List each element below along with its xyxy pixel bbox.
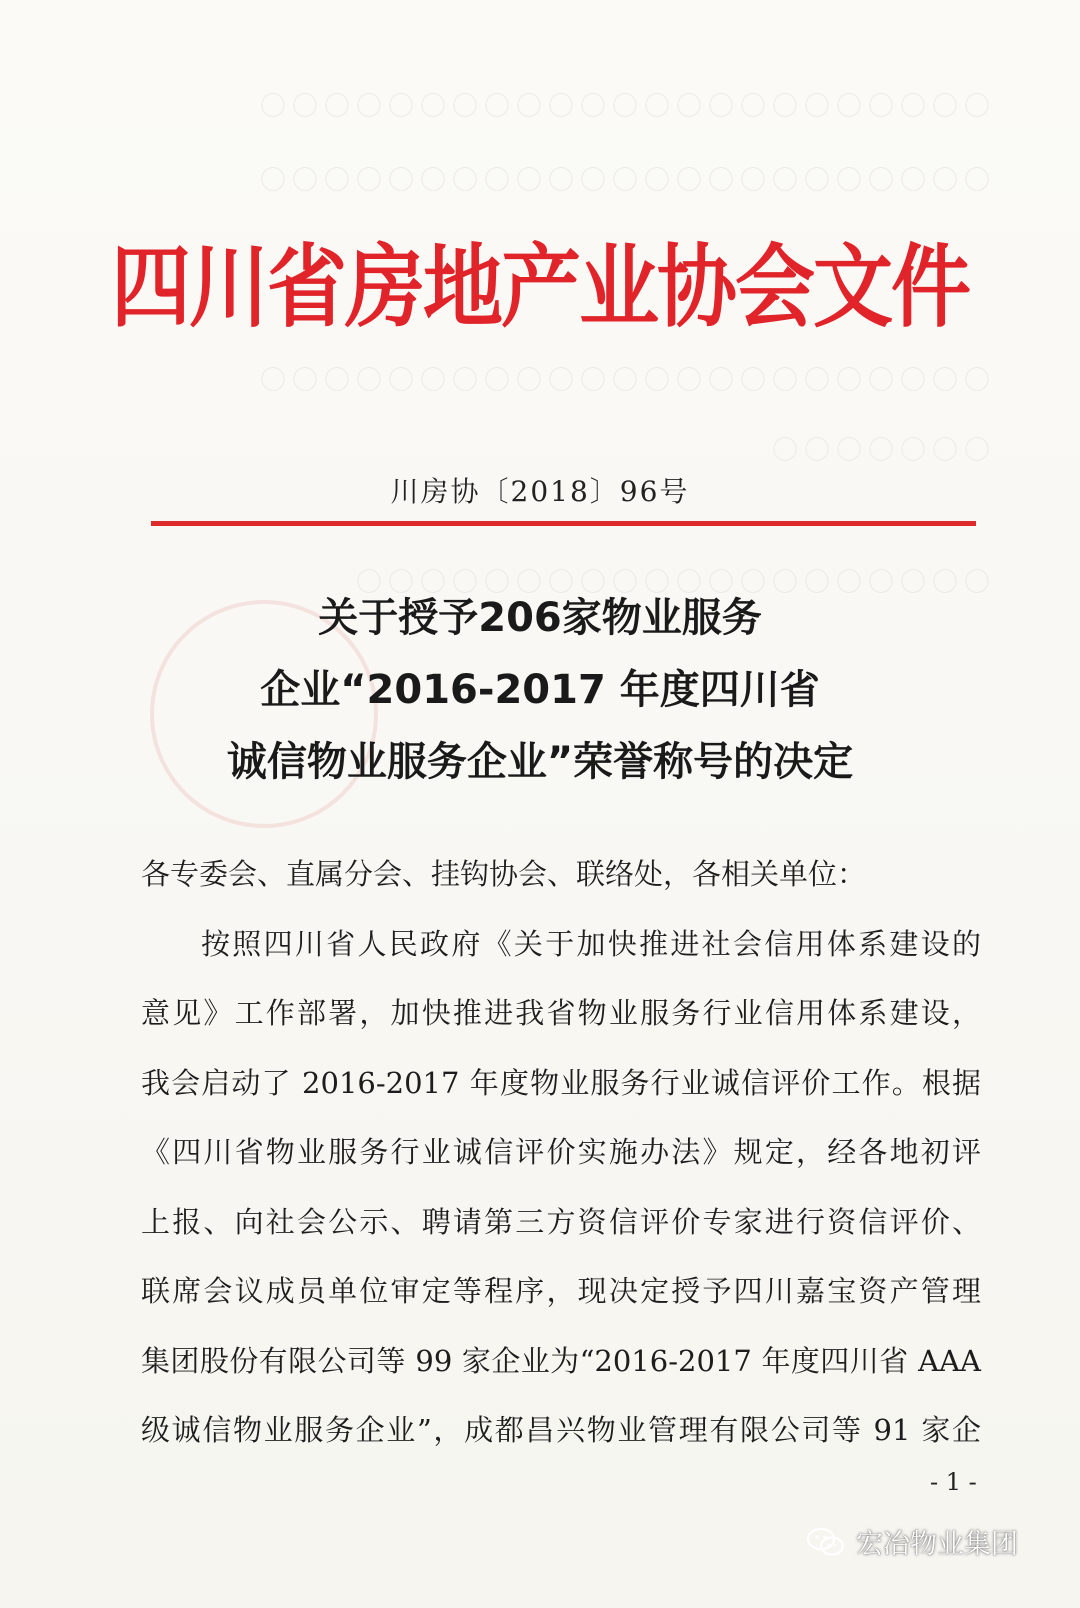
bleed-through-text: 〇〇〇〇〇〇〇〇〇〇〇〇〇〇〇〇〇〇〇〇〇〇〇 [253, 366, 990, 396]
body-line: 按照四川省人民政府《关于加快推进社会信用体系建设的 [201, 926, 981, 961]
title-line-3: 诚信物业服务企业”荣誉称号的决定 [226, 739, 854, 785]
body-line: 意见》工作部署，加快推进我省物业服务行业信用体系建设， [141, 996, 981, 1030]
bleed-through-text: 〇〇〇〇〇〇〇〇〇〇〇〇〇〇〇〇〇〇〇〇〇〇〇 [253, 166, 990, 196]
document-number: 川房协〔2018〕96号 [390, 475, 690, 508]
body-line: 集团股份有限公司等 99 家企业为“2016-2017 年度四川省 AAA [141, 1343, 981, 1378]
wechat-icon [806, 1527, 846, 1557]
red-divider-rule [151, 521, 976, 526]
bleed-through-text: 〇〇〇〇〇〇〇 [765, 436, 990, 466]
bleed-through-text: 〇〇〇〇〇〇〇〇〇〇〇〇〇〇〇〇〇〇〇〇〇〇〇 [253, 92, 990, 122]
bleed-through-text: 〇〇〇〇〇〇〇〇〇〇〇〇〇〇〇〇〇〇〇〇 [349, 568, 990, 598]
body-line: 我会启动了 2016-2017 年度物业服务行业诚信评价工作。根据 [141, 1065, 981, 1100]
body-line: 上报、向社会公示、聘请第三方资信评价专家进行资信评价、 [141, 1204, 981, 1239]
watermark-text: 宏冶物业集团 [856, 1529, 1018, 1560]
body-line: 级诚信物业服务企业”，成都昌兴物业管理有限公司等 91 家企 [141, 1413, 981, 1447]
page-number: - 1 - [930, 1468, 977, 1496]
body-line: 《四川省物业服务行业诚信评价实施办法》规定，经各地初评 [141, 1135, 981, 1169]
title-line-2: 企业“2016-2017 年度四川省 [260, 667, 820, 713]
document-title [0, 582, 1080, 798]
addressee-line: 各专委会、直属分会、挂钩协会、联络处，各相关单位： [141, 857, 867, 891]
document-body [141, 840, 981, 1466]
title-line-1: 关于授予206家物业服务 [318, 595, 762, 641]
body-line: 联席会议成员单位审定等程序，现决定授予四川嘉宝资产管理 [141, 1274, 981, 1308]
wechat-watermark [806, 1522, 1018, 1561]
letterhead-title: 四川省房地产业协会文件 [111, 235, 969, 340]
